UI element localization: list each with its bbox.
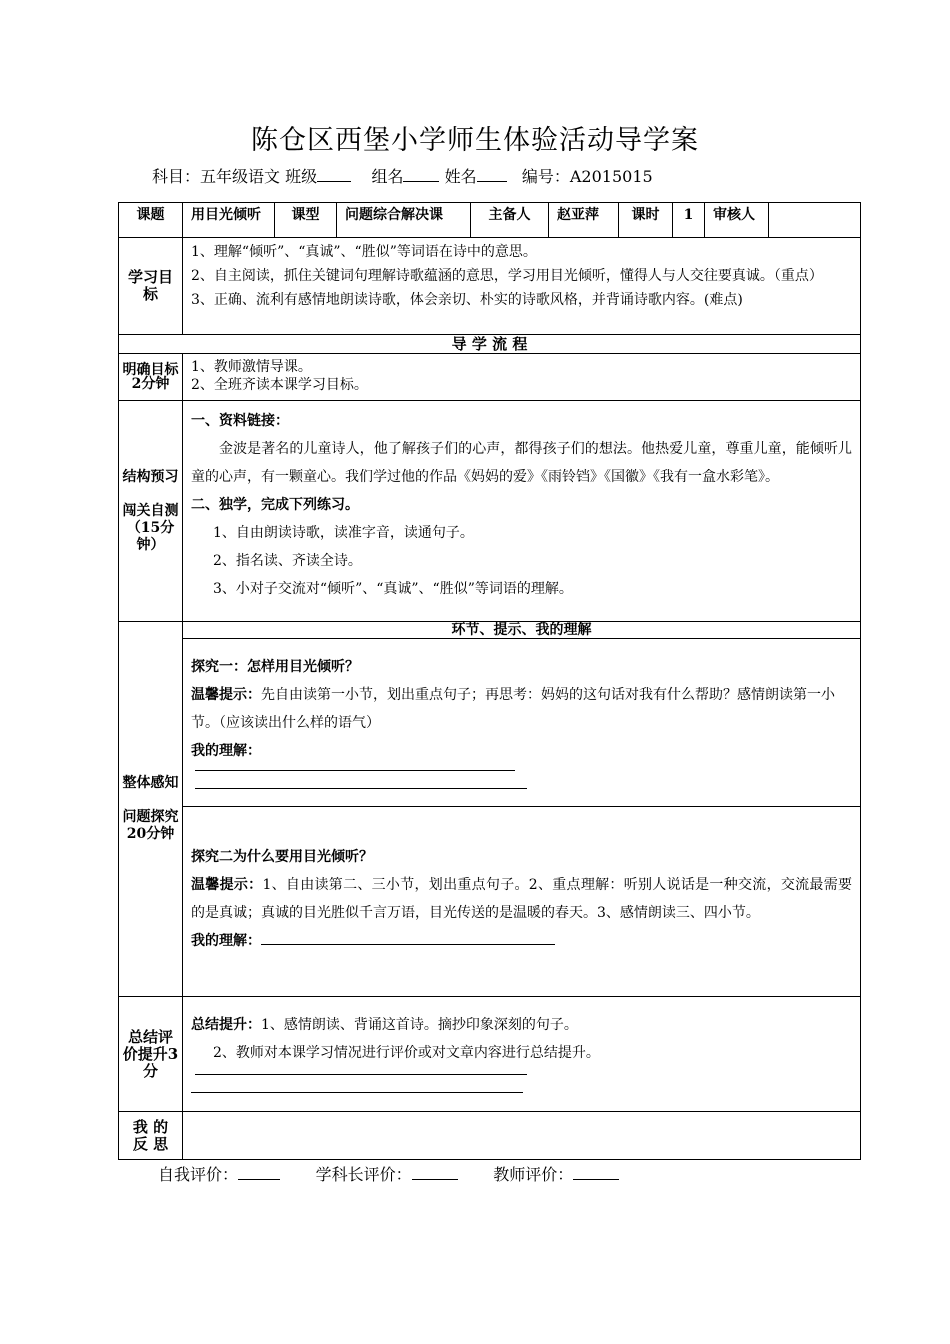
summary-item: 1、感情朗读、背诵这首诗。摘抄印象深刻的句子。 (261, 1017, 578, 1033)
group-label: 组名 (371, 167, 404, 186)
preview-label: 结构预习 闯关自测（15分钟） (119, 401, 183, 622)
exercise-item: 2、指名读、齐读全诗。 (213, 553, 362, 569)
reflection-row (119, 1112, 861, 1160)
section-heading: 一、资料链接： (191, 413, 289, 429)
topic-value: 用目光倾听 (183, 203, 275, 238)
page-title: 陈仓区西堡小学师生体验活动导学案 (251, 125, 699, 156)
reviewer-value[interactable] (769, 203, 861, 238)
exercise-item: 3、小对子交流对“倾听”、“真诚”、“胜似”等词语的理解。 (213, 581, 573, 597)
leader-eval-label: 学科长评价： (315, 1165, 412, 1184)
clarify-item: 1、教师激情导课。 (191, 359, 312, 375)
goals-row (119, 238, 861, 335)
leader-eval-blank[interactable] (412, 1165, 458, 1180)
preview-content (183, 401, 861, 622)
preparer-label: 主备人 (471, 203, 549, 238)
class-blank[interactable] (317, 167, 351, 182)
teacher-eval-blank[interactable] (573, 1165, 619, 1180)
subtitle-line (152, 164, 653, 187)
answer-line[interactable] (191, 1091, 523, 1093)
teacher-eval-label: 教师评价： (493, 1165, 574, 1184)
header-row (119, 203, 861, 238)
summary-row (119, 997, 861, 1112)
clarify-row (119, 354, 861, 401)
type-label: 课型 (275, 203, 337, 238)
question-title: 探究二为什么要用目光倾听？ (191, 849, 373, 865)
preview-row (119, 401, 861, 622)
answer-line[interactable] (261, 930, 555, 945)
hint-label: 温馨提示： (191, 687, 261, 703)
summary-head: 总结提升： (191, 1017, 261, 1033)
hours-label: 课时 (619, 203, 673, 238)
class-label: 班级 (285, 167, 318, 186)
evaluation-line (158, 1162, 619, 1185)
flow-header: 导 学 流 程 (119, 335, 861, 354)
answer-line[interactable] (195, 787, 527, 789)
my-understanding-label: 我的理解： (191, 743, 261, 759)
summary-label: 总结评价提升3分 (119, 997, 183, 1112)
group-blank[interactable] (403, 167, 439, 182)
type-value: 问题综合解决课 (337, 203, 471, 238)
subject-label: 科目：五年级语文 (152, 167, 281, 186)
summary-item: 2、教师对本课学习情况进行评价或对文章内容进行总结提升。 (213, 1045, 600, 1061)
name-label: 姓名 (444, 167, 477, 186)
clarify-content (183, 354, 861, 401)
self-eval-label: 自我评价： (158, 1165, 239, 1184)
goal-item: 1、理解“倾听”、“真诚”、“胜似”等词语在诗中的意思。 (191, 244, 537, 260)
reflection-content[interactable] (183, 1112, 861, 1160)
goal-item: 3、正确、流利有感情地朗读诗歌，体会亲切、朴实的诗歌风格，并背诵诗歌内容。(难点) (191, 292, 743, 308)
self-eval-blank[interactable] (238, 1165, 280, 1180)
question-title: 探究一：怎样用目光倾听？ (191, 659, 359, 675)
explore-row (119, 622, 861, 997)
explore-two (183, 806, 860, 955)
reflection-label: 我 的 反 思 (119, 1112, 183, 1160)
intro-paragraph: 金波是著名的儿童诗人，他了解孩子们的心声，都得孩子们的想法。他热爱儿童，尊重儿童，能倾听儿童的心声，有一颗童心。我们学过他的作品《妈妈的爱》《雨铃铛》《国徽》《我有一盒水彩笔》。 (191, 441, 852, 485)
hint-label: 温馨提示： (191, 877, 263, 893)
number-label: 编号：A2015015 (521, 167, 653, 186)
explore-label: 整体感知 问题探究20分钟 (119, 622, 183, 997)
hours-value: 1 (673, 203, 705, 238)
explore-header: 环节、提示、我的理解 (183, 622, 860, 639)
hint-text: 先自由读第一小节，划出重点句子；再思考：妈妈的这句话对我有什么帮助？感情朗读第一小节。（应该读出什么样的语气） (191, 687, 835, 731)
explore-content (183, 622, 861, 997)
answer-line[interactable] (195, 1073, 527, 1075)
exercise-item: 1、自由朗读诗歌，读准字音，读通句子。 (213, 525, 474, 541)
goals-content (183, 238, 861, 335)
summary-content (183, 997, 861, 1112)
goals-label: 学习目标 (119, 238, 183, 335)
name-blank[interactable] (477, 167, 507, 182)
hint-text: 1、自由读第二、三小节，划出重点句子。2、重点理解：听别人说话是一种交流，交流最需要的是真诚；真诚的目光胜似千言万语，目光传送的是温暖的春天。3、感情朗读三、四小节。 (191, 877, 853, 921)
clarify-item: 2、全班齐读本课学习目标。 (191, 377, 368, 393)
answer-line[interactable] (195, 769, 515, 771)
clarify-label: 明确目标2分钟 (119, 354, 183, 401)
goal-item: 2、自主阅读，抓住关键词句理解诗歌蕴涵的意思，学习用目光倾听，懂得人与人交往要真诚。（重点） (191, 268, 823, 284)
flow-header-row (119, 335, 861, 354)
explore-one (183, 639, 860, 806)
my-understanding-label: 我的理解： (191, 933, 261, 949)
topic-label: 课题 (119, 203, 183, 238)
lesson-plan-table (118, 202, 861, 1160)
section-heading: 二、独学，完成下列练习。 (191, 497, 359, 513)
preparer-value: 赵亚萍 (549, 203, 619, 238)
reviewer-label: 审核人 (705, 203, 769, 238)
